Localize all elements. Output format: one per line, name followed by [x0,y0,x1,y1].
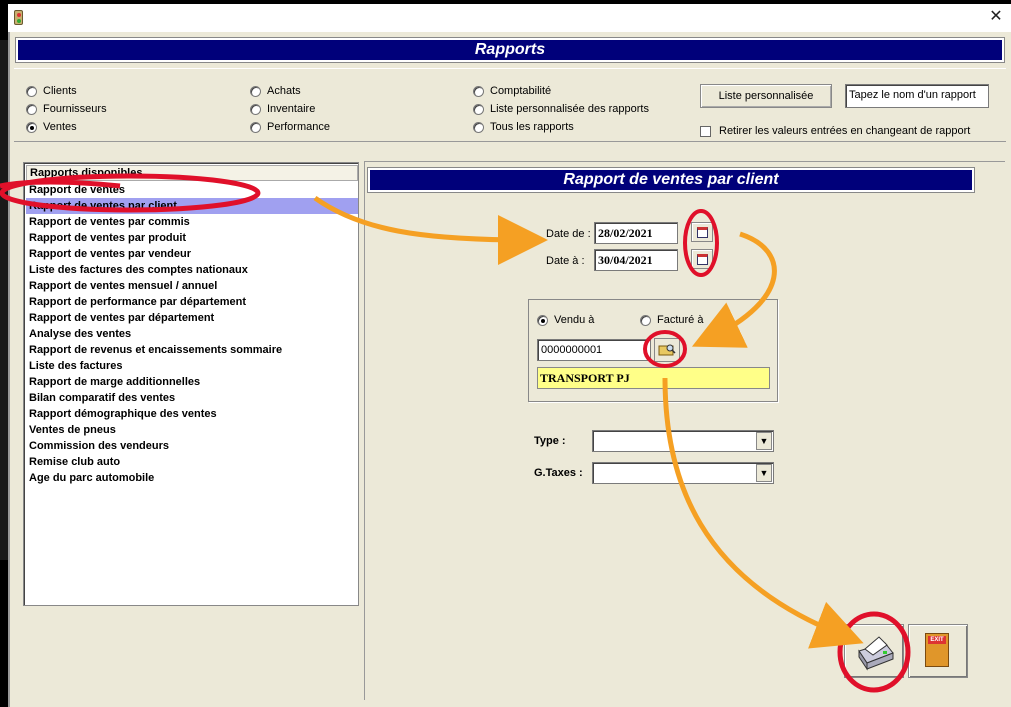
report-list-items [26,182,358,486]
radio-achats[interactable] [250,84,301,98]
taxes-label: G.Taxes : [534,467,583,479]
page-title: Rapports [16,38,1004,62]
custom-list-button[interactable]: Liste personnalisée [700,84,832,108]
report-list-item[interactable]: Liste des factures [26,358,358,374]
report-list-item[interactable]: Rapport démographique des ventes [26,406,358,422]
search-folder-icon [655,339,679,361]
exit-door-icon [925,633,949,667]
radio-label: Ventes [43,121,77,133]
radio-label: Tous les rapports [490,121,574,133]
radio-vendu-a[interactable] [537,313,594,327]
date-to-field[interactable]: 30/04/2021 [594,249,678,271]
checkbox-label: Retirer les valeurs entrées en changeant de rapport [719,125,971,137]
date-to-calendar-button[interactable] [691,249,713,269]
checkbox-box [700,126,711,137]
report-list-header: Rapports disponibles [26,165,358,181]
report-list-item[interactable]: Rapport de ventes par vendeur [26,246,358,262]
radio-dot [473,104,484,115]
report-list-item[interactable]: Ventes de pneus [26,422,358,438]
radio-dot [473,86,484,97]
radio-dot [26,86,37,97]
report-list-item[interactable]: Analyse des ventes [26,326,358,342]
report-list-item[interactable]: Rapport de ventes par commis [26,214,358,230]
report-list-item[interactable]: Rapport de marge additionnelles [26,374,358,390]
radio-dot-selected [26,122,37,133]
radio-dot [250,104,261,115]
radio-ventes[interactable] [26,120,77,134]
printer-icon [845,625,903,677]
radio-clients[interactable] [26,84,77,98]
report-list-item[interactable]: Rapport de ventes mensuel / annuel [26,278,358,294]
client-name-field: TRANSPORT PJ [537,367,770,389]
chevron-down-icon: ▼ [756,432,772,450]
background-strip [0,40,8,560]
report-list-item[interactable]: Rapport de ventes [26,182,358,198]
radio-facture-a[interactable] [640,313,703,327]
radio-dot [250,122,261,133]
radio-label: Vendu à [554,314,595,326]
chevron-down-icon: ▼ [756,464,772,482]
date-from-calendar-button[interactable] [691,222,713,242]
type-select[interactable] [592,430,774,452]
taxes-select[interactable] [592,462,774,484]
report-list-item[interactable]: Rapport de revenus et encaissements sommaire [26,342,358,358]
report-list-item[interactable]: Commission des vendeurs [26,438,358,454]
radio-label: Facturé à [657,314,704,326]
type-label: Type : [534,435,566,447]
radio-dot [640,315,651,326]
radio-tous-rapports[interactable] [473,120,574,134]
radio-liste-personnalisee[interactable] [473,102,649,116]
radio-label: Clients [43,85,77,97]
radio-label: Achats [267,85,301,97]
report-list-item[interactable]: Remise club auto [26,454,358,470]
report-list[interactable] [23,162,359,606]
radio-label: Liste personnalisée des rapports [490,103,649,115]
window-client-area [8,32,1011,707]
radio-fournisseurs[interactable] [26,102,107,116]
report-list-item[interactable]: Rapport de performance par département [26,294,358,310]
radio-label: Fournisseurs [43,103,107,115]
radio-label: Inventaire [267,103,316,115]
radio-label: Comptabilité [490,85,552,97]
radio-dot [26,104,37,115]
report-name-input[interactable]: Tapez le nom d'un rapport [845,84,989,108]
title-bar [8,4,1011,32]
exit-button[interactable] [908,624,968,678]
radio-dot [250,86,261,97]
client-search-button[interactable] [654,338,680,362]
radio-inventaire[interactable] [250,102,315,116]
radio-performance[interactable] [250,120,330,134]
exit-sign: EXIT [928,636,946,644]
close-button[interactable]: ✕ [989,8,1003,25]
app-icon [14,10,23,25]
print-button[interactable] [844,624,904,678]
radio-label: Performance [267,121,330,133]
radio-dot [473,122,484,133]
calendar-icon [697,227,708,238]
calendar-icon [697,254,708,265]
reports-window [8,4,1011,707]
client-number-input[interactable]: 0000000001 [537,339,651,361]
report-list-item[interactable]: Rapport de ventes par département [26,310,358,326]
report-list-item[interactable]: Age du parc automobile [26,470,358,486]
retain-values-checkbox[interactable] [700,125,970,137]
radio-dot-selected [537,315,548,326]
report-list-item-selected[interactable]: Rapport de ventes par client [26,198,358,214]
date-to-label: Date à : [546,255,585,267]
report-list-item[interactable]: Bilan comparatif des ventes [26,390,358,406]
report-list-item[interactable]: Rapport de ventes par produit [26,230,358,246]
date-from-field[interactable]: 28/02/2021 [594,222,678,244]
date-from-label: Date de : [546,228,591,240]
radio-comptabilite[interactable] [473,84,551,98]
report-title: Rapport de ventes par client [368,168,974,192]
report-list-item[interactable]: Liste des factures des comptes nationaux [26,262,358,278]
